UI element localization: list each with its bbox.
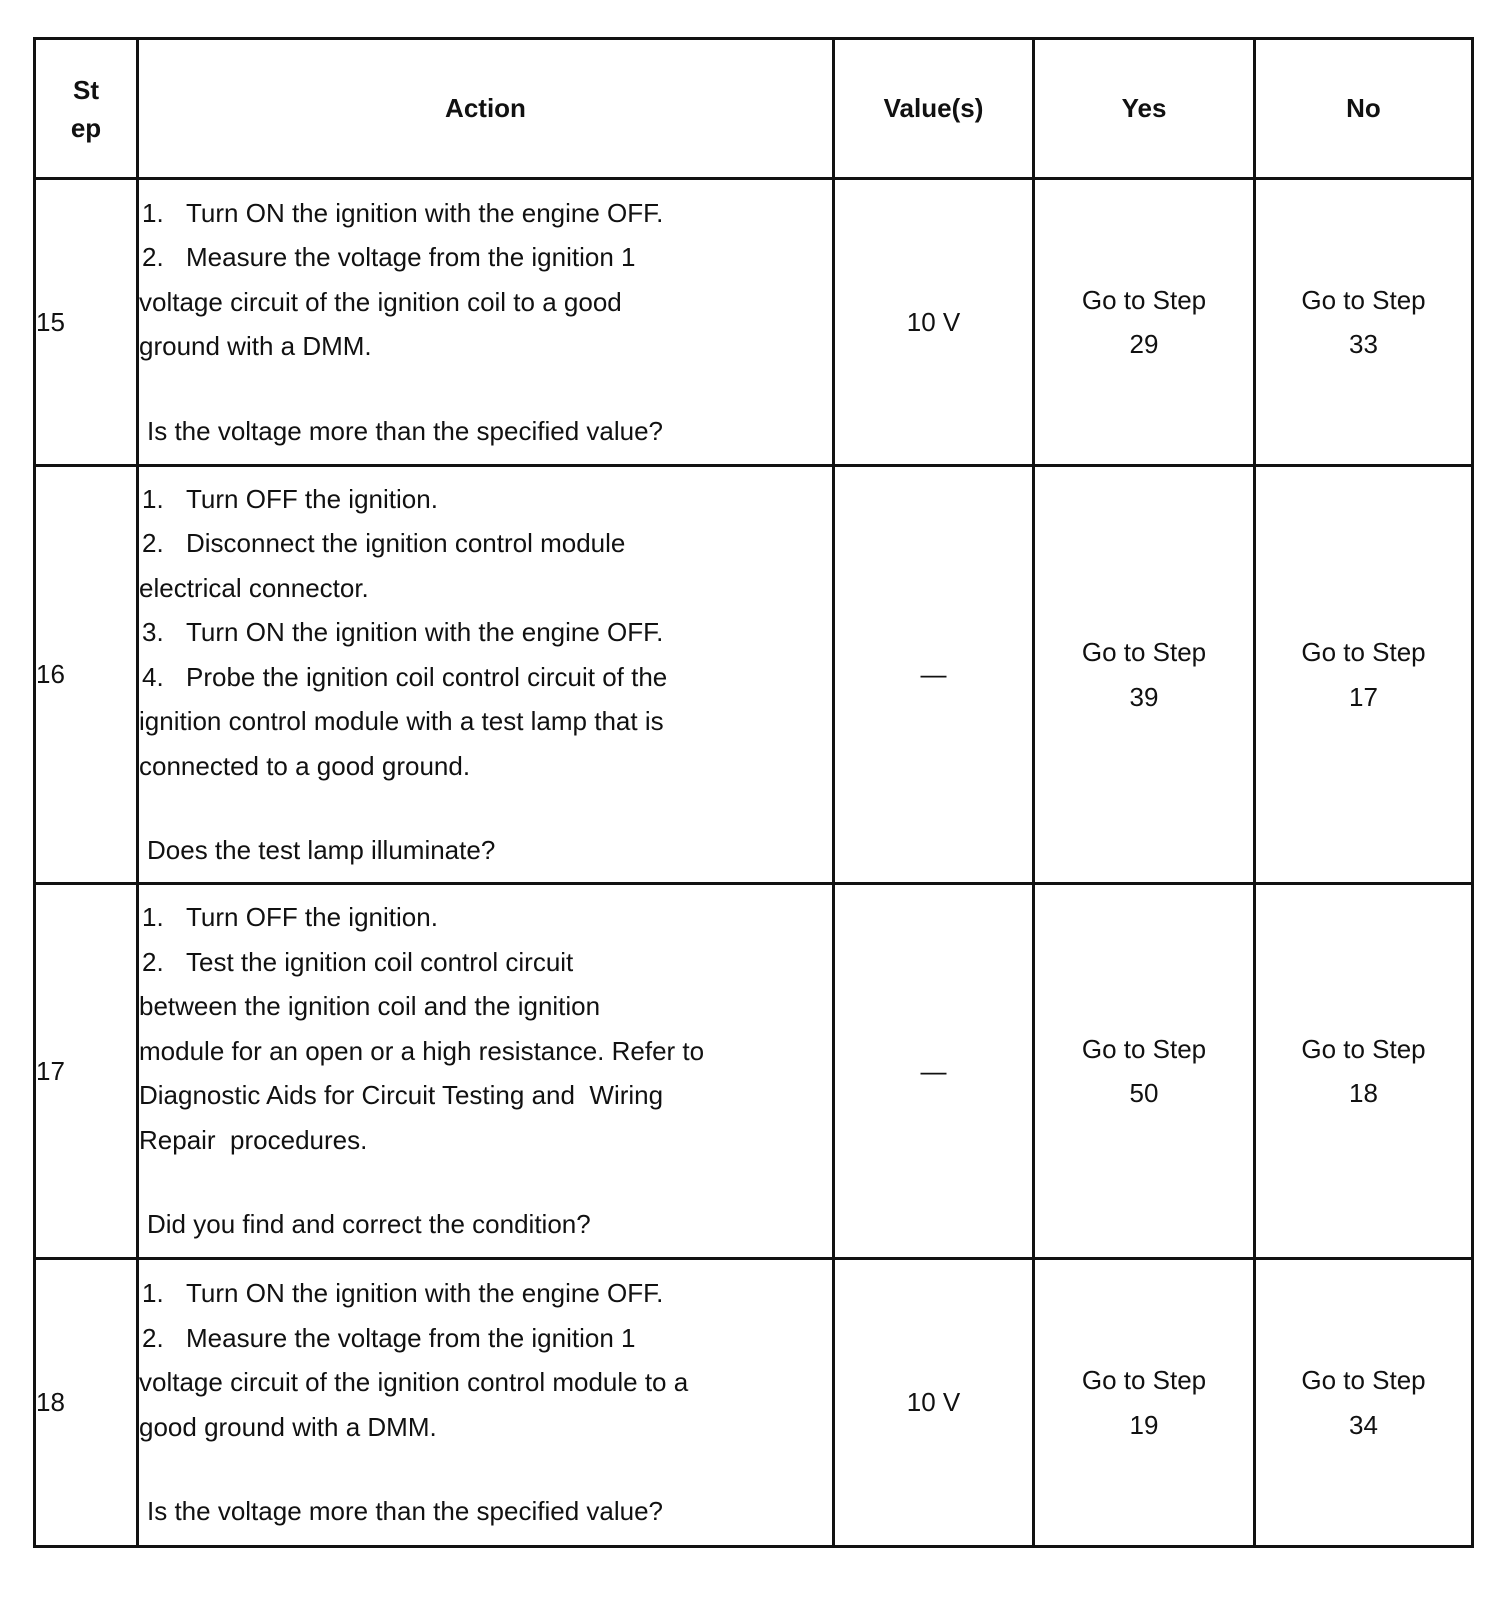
no-cell — [1255, 466, 1473, 884]
no-goto-step: 34 — [1349, 1409, 1378, 1440]
action-text: ignition control module with a test lamp that is — [139, 706, 664, 736]
action-step-number: 1. — [142, 902, 164, 933]
yes-cell — [1034, 179, 1255, 466]
action-text: module for an open or a high resistance. Refer to — [139, 1035, 705, 1066]
yes-goto-step: 50 — [1129, 1078, 1159, 1108]
action-text: Disconnect the ignition control module — [186, 528, 626, 558]
action-line — [139, 521, 832, 566]
action-step-number: 3. — [142, 617, 164, 647]
action-step-number: 2. — [142, 242, 164, 273]
header-step-line1: St — [73, 74, 99, 105]
header-no: No — [1255, 39, 1473, 179]
action-line — [139, 984, 832, 1029]
value-cell: 10 V — [834, 1259, 1034, 1547]
header-values: Value(s) — [834, 39, 1034, 179]
value-cell: 10 V — [834, 179, 1034, 466]
action-text: Test the ignition coil control circuit — [186, 946, 574, 977]
yes-cell — [1034, 466, 1255, 884]
yes-goto-step: 39 — [1129, 681, 1159, 712]
yes-goto-label: Go to Step — [1081, 1033, 1207, 1064]
action-cell — [138, 466, 834, 884]
action-text: Turn OFF the ignition. — [186, 902, 438, 933]
action-text: connected to a good ground. — [139, 750, 471, 781]
table-row — [35, 179, 1473, 466]
yes-goto-label: Go to Step — [1081, 284, 1207, 315]
action-step-number: 4. — [142, 661, 164, 692]
no-goto-step: 33 — [1349, 329, 1378, 359]
action-question: Is the voltage more than the specified value? — [147, 415, 663, 446]
yes-goto-label: Go to Step — [1081, 637, 1207, 667]
action-line — [139, 699, 832, 744]
action-step-number: 1. — [142, 1278, 164, 1309]
step-number: 18 — [35, 1259, 138, 1547]
action-line — [139, 1271, 832, 1316]
action-text: Probe the ignition coil control circuit of the — [186, 661, 668, 692]
diagnostic-table — [33, 37, 1474, 1548]
action-line — [139, 1118, 832, 1163]
action-text: Turn OFF the ignition. — [186, 483, 438, 514]
action-text: between the ignition coil and the ignition — [139, 991, 601, 1022]
action-line — [139, 1316, 832, 1361]
action-line — [139, 655, 832, 700]
action-step-number: 1. — [142, 197, 164, 228]
yes-goto-step: 29 — [1129, 329, 1159, 359]
action-line — [139, 1405, 832, 1450]
no-cell — [1255, 1259, 1473, 1547]
action-cell — [138, 884, 834, 1259]
table-row — [35, 1259, 1473, 1547]
action-text: Turn ON the ignition with the engine OFF. — [186, 197, 664, 228]
yes-goto-step: 19 — [1129, 1409, 1159, 1440]
action-line — [139, 1073, 832, 1118]
table-row — [35, 466, 1473, 884]
action-question: Is the voltage more than the specified value? — [147, 1496, 663, 1527]
yes-cell — [1034, 884, 1255, 1259]
action-step-number: 2. — [142, 946, 164, 977]
step-number: 15 — [35, 179, 138, 466]
action-text: Measure the voltage from the ignition 1 — [186, 242, 636, 273]
action-text: Turn ON the ignition with the engine OFF. — [186, 1278, 664, 1309]
no-goto-step: 17 — [1349, 681, 1378, 712]
action-text: electrical connector. — [139, 572, 369, 603]
table-body — [35, 179, 1473, 1547]
no-goto-label: Go to Step — [1301, 1365, 1426, 1395]
no-goto-label: Go to Step — [1301, 1033, 1426, 1064]
action-line — [139, 1360, 832, 1405]
action-line — [139, 324, 832, 369]
yes-cell — [1034, 1259, 1255, 1547]
action-question: Does the test lamp illuminate? — [147, 835, 496, 865]
step-number: 16 — [35, 466, 138, 884]
header-yes: Yes — [1034, 39, 1255, 179]
no-goto-step: 18 — [1349, 1078, 1378, 1108]
action-line — [139, 477, 832, 522]
action-text: good ground with a DMM. — [139, 1411, 437, 1442]
action-text: voltage circuit of the ignition coil to a good — [139, 286, 622, 317]
action-line — [139, 280, 832, 325]
action-line — [139, 235, 832, 280]
header-step-line2: ep — [70, 112, 102, 143]
no-cell — [1255, 179, 1473, 466]
action-cell — [138, 1259, 834, 1547]
value-cell: — — [834, 884, 1034, 1259]
table-row — [35, 884, 1473, 1259]
no-goto-label: Go to Step — [1301, 637, 1426, 667]
action-text: Repair procedures. — [139, 1124, 368, 1155]
action-text: Diagnostic Aids for Circuit Testing and Wiring — [139, 1080, 664, 1111]
action-text: voltage circuit of the ignition control module to a — [139, 1367, 689, 1398]
action-step-number: 2. — [142, 1322, 164, 1353]
action-text: Turn ON the ignition with the engine OFF. — [186, 617, 664, 647]
action-line — [139, 940, 832, 985]
action-text: Measure the voltage from the ignition 1 — [186, 1322, 636, 1353]
no-cell — [1255, 884, 1473, 1259]
header-action: Action — [138, 39, 834, 179]
header-step — [35, 39, 138, 179]
action-line — [139, 566, 832, 611]
action-line — [139, 191, 832, 236]
table-header-row — [35, 39, 1473, 179]
action-question: Did you find and correct the condition? — [147, 1209, 591, 1240]
action-line — [139, 610, 832, 655]
action-line — [139, 744, 832, 789]
action-step-number: 1. — [142, 483, 164, 514]
no-goto-label: Go to Step — [1301, 284, 1426, 315]
action-cell — [138, 179, 834, 466]
yes-goto-label: Go to Step — [1081, 1365, 1207, 1395]
value-cell: — — [834, 466, 1034, 884]
action-step-number: 2. — [142, 528, 164, 558]
action-line — [139, 1029, 832, 1074]
action-text: ground with a DMM. — [139, 331, 372, 362]
action-line — [139, 895, 832, 940]
step-number: 17 — [35, 884, 138, 1259]
